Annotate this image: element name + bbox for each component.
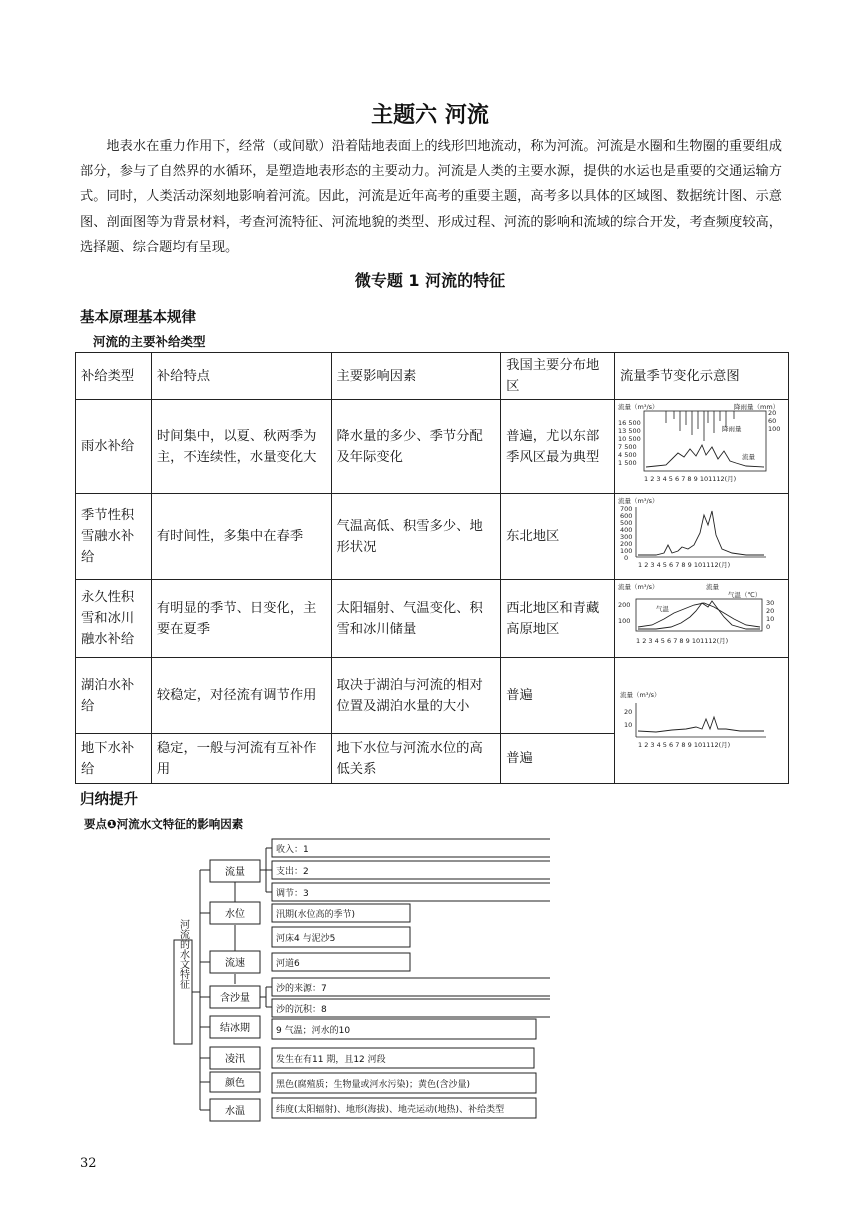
- tick-label: 100: [619, 547, 633, 555]
- tick-label: 200: [617, 601, 631, 609]
- month-axis: 1 2 3 4 5 6 7 8 9 101112(月): [637, 561, 731, 569]
- tick-label: 0: [623, 554, 629, 562]
- section-heading-summary: 归纳提升: [80, 792, 138, 808]
- item-text: 沙的沉积：8: [276, 1005, 327, 1015]
- lake-chart-cell: [614, 658, 788, 784]
- month-axis: 1 2 3 4 5 6 7 8 9 101112(月): [635, 637, 729, 645]
- snow-flow-label: 流量（m³/s）: [617, 497, 659, 505]
- node-label: 水位: [225, 909, 245, 920]
- table-header-row: [76, 353, 789, 400]
- snow-flow-chart: [616, 495, 784, 571]
- tick-label: 13 500: [617, 427, 641, 435]
- table-row: [76, 400, 789, 494]
- item-text: 发生在有11 期，且12 河段: [276, 1055, 386, 1065]
- rain-chart-cell: [614, 400, 788, 494]
- lake-flow-line: [638, 717, 764, 732]
- month-axis: 1 2 3 4 5 6 7 8 9 101112(月): [637, 741, 731, 749]
- table-cell: 稳定，一般与河流有互补作用: [151, 734, 331, 784]
- tick-label: 300: [619, 533, 633, 541]
- rain-flow-chart: [616, 401, 784, 485]
- snow-flow-line: [638, 511, 764, 555]
- node-label: 水温: [225, 1106, 245, 1117]
- tick-label: 100: [767, 425, 781, 433]
- table-cell: 普遍，尤以东部季风区最为典型: [501, 400, 615, 494]
- tick-label: 700: [619, 505, 633, 513]
- item-text: 调节：3: [276, 889, 309, 899]
- table-cell: 湖泊水补给: [76, 658, 152, 734]
- lake-flow-chart: [616, 667, 784, 767]
- header-cell: 我国主要分布地区: [501, 353, 615, 400]
- lake-flow-label: 流量（m³/s）: [619, 691, 661, 699]
- section-heading-principles: 基本原理基本规律: [80, 310, 196, 326]
- table-cell: 普遍: [501, 658, 615, 734]
- month-axis: 1 2 3 4 5 6 7 8 9 101112(月): [643, 475, 737, 483]
- tick-label: 60: [767, 417, 777, 425]
- tick-label: 500: [619, 519, 633, 527]
- table-cell: 雨水补给: [76, 400, 152, 494]
- table-cell: 季节性积雪融水补给: [76, 494, 152, 580]
- tick-label: 0: [765, 623, 771, 631]
- node-label: 流量: [225, 867, 245, 878]
- table-cell: 地下水补给: [76, 734, 152, 784]
- node-label: 流速: [225, 958, 245, 969]
- table-cell: 有明显的季节、日变化，主要在夏季: [151, 580, 331, 658]
- intro-paragraph: 地表水在重力作用下，经常（或间歇）沿着陆地表面上的线形凹地流动，称为河流。河流是水圈和生物圈的重要组成部分，参与了自然界的水循环，是塑造地表形态的主要动力。河流是人类的主要水源，提供的水运也是重要的交通运输方式。同时，人类活动深刻地影响着河流。因此，河流是近年高考的重要主题，高考多以具体的区域图、数据统计图、示意图、剖面图等为背景材料，考查河流特征、河流地貌的类型、形成过程、河流的影响和流域的综合开发，考查频度较高，选择题、综合题均有呈现。: [80, 139, 782, 255]
- table-cell: 较稳定，对径流有调节作用: [151, 658, 331, 734]
- table-cell: 西北地区和青藏高原地区: [501, 580, 615, 658]
- node-label: 含沙量: [220, 993, 250, 1004]
- header-cell: 补给特点: [151, 353, 331, 400]
- glacier-flow-chart: [616, 581, 784, 649]
- rain-flow-label: 流量（m³/s）: [617, 403, 659, 411]
- node-label: 颜色: [225, 1078, 245, 1089]
- table-cell: 普遍: [501, 734, 615, 784]
- glacier-chart-cell: [614, 580, 788, 658]
- tick-label: 600: [619, 512, 633, 520]
- tick-label: 10 500: [617, 435, 641, 443]
- glacier-flow-series: 流量: [705, 583, 719, 591]
- tick-label: 10: [623, 721, 633, 729]
- item-text: 收入：1: [276, 845, 309, 855]
- tick-label: 16 500: [617, 419, 641, 427]
- diagram-items: [272, 839, 550, 1118]
- table-cell: 取决于湖泊与河流的相对位置及湖泊水量的大小: [331, 658, 501, 734]
- snow-chart-cell: [614, 494, 788, 580]
- table-title: 河流的主要补给类型: [93, 334, 206, 349]
- root-label: 河流的水文特征: [177, 919, 189, 989]
- item-text: 河床4 与泥沙5: [276, 934, 336, 944]
- tick-label: 7 500: [617, 443, 637, 451]
- table-row: [76, 658, 789, 734]
- tick-label: 30: [765, 599, 775, 607]
- glacier-temp-series: 气温: [655, 605, 669, 613]
- page-title: 主题六 河流: [371, 103, 489, 128]
- rain-right-ticks: [768, 409, 780, 433]
- tick-label: 20: [767, 409, 777, 417]
- glacier-flow-label: 流量（m³/s）: [617, 583, 659, 591]
- rain-series-label: 降雨量: [721, 425, 742, 433]
- tick-label: 4 500: [617, 451, 637, 459]
- item-text: 支出：2: [276, 867, 309, 877]
- table-cell: 有时间性，多集中在春季: [151, 494, 331, 580]
- table-cell: 永久性积雪和冰川融水补给: [76, 580, 152, 658]
- subtitle: 微专题 1 河流的特征: [354, 271, 506, 290]
- item-text: 9 气温；河水的10: [276, 1026, 351, 1036]
- table-cell: 气温高低、积雪多少、地形状况: [331, 494, 501, 580]
- node-label: 结冰期: [220, 1023, 250, 1034]
- tick-label: 100: [617, 617, 631, 625]
- tick-label: 20: [765, 607, 775, 615]
- tick-label: 10: [765, 615, 775, 623]
- snow-ticks: [620, 505, 632, 562]
- table-cell: 降水量的多少、季节分配及年际变化: [331, 400, 501, 494]
- header-cell: 补给类型: [76, 353, 152, 400]
- table-cell: 时间集中，以夏、秋两季为主，不连续性，水量变化大: [151, 400, 331, 494]
- table-cell: 地下水位与河流水位的高低关系: [331, 734, 501, 784]
- header-cell: 流量季节变化示意图: [614, 353, 788, 400]
- item-text: 纬度(太阳辐射)、地形(海拔)、地壳运动(地热)、补给类型: [276, 1105, 505, 1115]
- hydrology-factors-diagram: [80, 814, 550, 1126]
- item-text: 汛期(水位高的季节): [276, 910, 356, 920]
- item-text: 黑色(腐殖质；生物量或河水污染)；黄色(含沙量): [276, 1080, 471, 1090]
- item-text: 河道6: [276, 959, 300, 969]
- table-cell: 东北地区: [501, 494, 615, 580]
- item-text: 沙的来源：7: [276, 984, 327, 994]
- tick-label: 20: [623, 708, 633, 716]
- flow-series-label: 流量: [741, 453, 755, 461]
- tick-label: 200: [619, 540, 633, 548]
- table-cell: 太阳辐射、气温变化、积雪和冰川储量: [331, 580, 501, 658]
- table-row: [76, 580, 789, 658]
- rain-rain-label: 降雨量（mm）: [733, 403, 780, 411]
- rain-left-ticks: [618, 419, 641, 467]
- glacier-temp-label: 气温（℃）: [727, 591, 762, 599]
- header-cell: 主要影响因素: [331, 353, 501, 400]
- supply-type-table: [75, 352, 789, 784]
- table-row: [76, 494, 789, 580]
- tick-label: 1 500: [617, 459, 637, 467]
- diagram-heading: 要点❶河流水文特征的影响因素: [84, 817, 244, 831]
- page-number: 32: [80, 1156, 97, 1171]
- node-label: 凌汛: [225, 1054, 245, 1065]
- tick-label: 400: [619, 526, 633, 534]
